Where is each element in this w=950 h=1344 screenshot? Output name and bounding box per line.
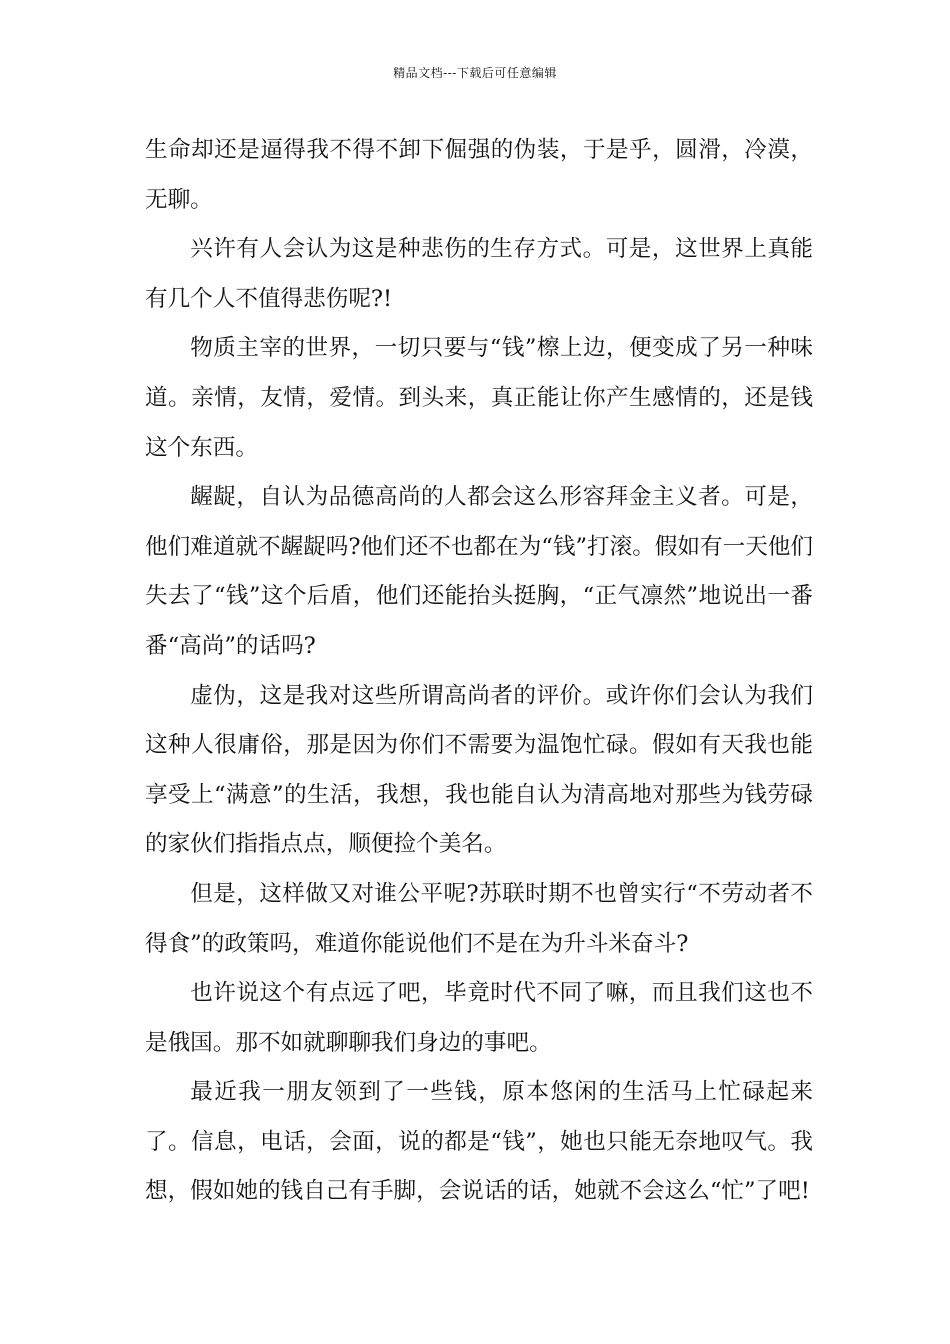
- paragraph: 也许说这个有点远了吧，毕竟时代不同了嘛，而且我们这也不是俄国。那不如就聊聊我们身边的事吧。: [145, 980, 813, 1056]
- paragraph: 兴许有人会认为这是种悲伤的生存方式。可是，这世界上真能有几个人不值得悲伤呢?!: [145, 236, 813, 312]
- paragraph: 但是，这样做又对谁公平呢?苏联时期不也曾实行“不劳动者不得食”的政策吗，难道你能说他们不是在为升斗米奋斗?: [145, 880, 813, 957]
- document-body: [145, 126, 813, 1217]
- paragraph: 最近我一朋友领到了一些钱，原本悠闲的生活马上忙碌起来了。信息，电话，会面，说的都是“钱”，她也只能无奈地叹气。我想，假如她的钱自己有手脚，会说话的话，她就不会这么“忙”了吧!: [145, 1079, 813, 1205]
- paragraph: 龌龊，自认为品德高尚的人都会这么形容拜金主义者。可是，他们难道就不龌龊吗?他们还不也都在为“钱”打滚。假如有一天他们失去了“钱”这个后盾，他们还能抬头挺胸，“正气凛然”地说出一番番“高尚”的话吗?: [145, 484, 813, 659]
- paragraph-continuation: 生命却还是逼得我不得不卸下倔强的伪装，于是乎，圆滑，冷漠，无聊。: [145, 137, 813, 213]
- paragraph: 物质主宰的世界，一切只要与“钱”檫上边，便变成了另一种味道。亲情，友情，爱情。到头来，真正能让你产生感情的，还是钱这个东西。: [145, 335, 813, 461]
- document-header: 精品文档---下载后可任意编辑: [393, 66, 557, 80]
- paragraph: 虚伪，这是我对这些所谓高尚者的评价。或许你们会认为我们这种人很庸俗，那是因为你们不需要为温饱忙碌。假如有天我也能享受上“满意”的生活，我想，我也能自认为清高地对那些为钱劳碌的家伙们指指点点，顺便捡个美名。: [145, 682, 813, 858]
